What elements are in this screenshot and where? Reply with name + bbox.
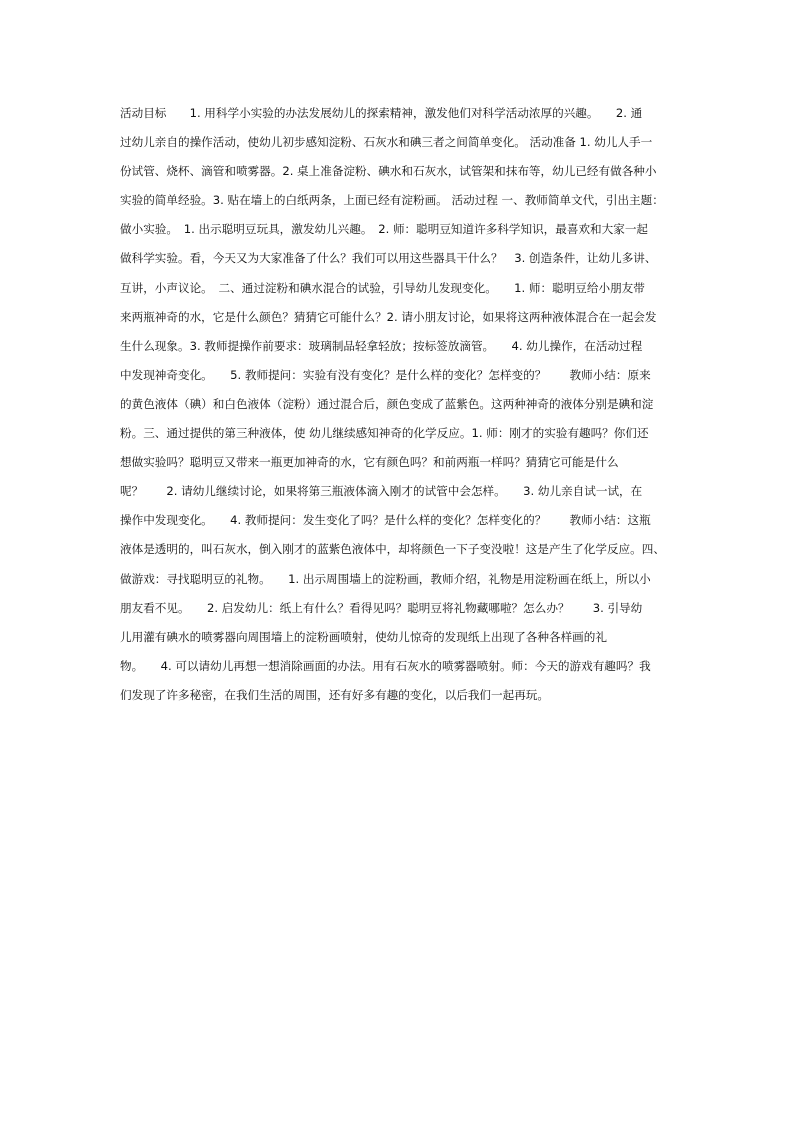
text-line: 物。 4. 可以请幼儿再想一想消除画面的办法。用有石灰水的喷雾器喷射。师：今天的游戏有趣吗？我 <box>120 658 651 673</box>
text-line: 生什么现象。3. 教师提操作前要求：玻璃制品轻拿轻放；按标签放滴管。 4. 幼儿操作，在活动过程 <box>120 338 643 353</box>
text-line: 朋友看不见。 2. 启发幼儿：纸上有什么？看得见吗？聪明豆将礼物藏哪啦？怎么办？ 3. 引导幼 <box>120 600 643 615</box>
lesson-plan-text <box>120 99 676 710</box>
text-line: 粉。三、通过提供的第三种液体，使 幼儿继续感知神奇的化学反应。1. 师：刚才的实验有趣吗？你们还 <box>120 426 649 441</box>
text-line: 们发现了许多秘密，在我们生活的周围，还有好多有趣的变化，以后我们一起再玩。 <box>120 687 549 702</box>
text-line: 做游戏：寻找聪明豆的礼物。 1. 出示周围墙上的淀粉画，教师介绍，礼物是用淀粉画在纸上，所以小 <box>120 571 651 586</box>
text-line: 份试管、烧杯、滴管和喷雾器。2. 桌上准备淀粉、碘水和石灰水，试管架和抹布等，幼儿已经有做各种小 <box>120 164 657 179</box>
text-line: 的黄色液体（碘）和白色液体（淀粉）通过混合后，颜色变成了蓝紫色。这两种神奇的液体分别是碘和淀 <box>120 396 654 411</box>
text-line: 想做实验吗？聪明豆又带来一瓶更加神奇的水，它有颜色吗？和前两瓶一样吗？猜猜它可能是什么 <box>120 455 619 470</box>
text-line: 做小实验。 1. 出示聪明豆玩具，激发幼儿兴趣。 2. 师：聪明豆知道许多科学知识，最喜欢和大家一起 <box>120 222 649 237</box>
text-line: 呢？ 2. 请幼儿继续讨论，如果将第三瓶液体滴入刚才的试管中会怎样。 3. 幼儿亲自试一试，在 <box>120 484 643 499</box>
text-line: 做科学实验。看，今天又为大家准备了什么？我们可以用这些器具干什么？ 3. 创造条件，让幼儿多讲、 <box>120 251 657 266</box>
text-line: 过幼儿亲自的操作活动，使幼儿初步感知淀粉、石灰水和碘三者之间简单变化。 活动准备 1. 幼儿人手一 <box>120 135 653 150</box>
text-line: 操作中发现变化。 4. 教师提问：发生变化了吗？是什么样的变化？怎样变化的？ 教师小结：这瓶 <box>120 513 651 528</box>
text-line: 中发现神奇变化。 5. 教师提问：实验有没有变化？是什么样的变化？怎样变的？ 教师小结：原来 <box>120 367 651 382</box>
text-line: 液体是透明的，叫石灰水，倒入刚才的蓝紫色液体中，却将颜色一下子变没啦！这是产生了化学反应。四、 <box>120 542 665 557</box>
text-line: 来两瓶神奇的水，它是什么颜色？猜猜它可能什么？2. 请小朋友讨论，如果将这两种液体混合在一起会发 <box>120 309 657 324</box>
text-line: 活动目标 1. 用科学小实验的办法发展幼儿的探索精神，激发他们对科学活动浓厚的兴趣。 2. 通 <box>120 106 643 120</box>
text-line: 实验的简单经验。3. 贴在墙上的白纸两条，上面已经有淀粉画。 活动过程 一、教师简单文代，引出主题： <box>120 193 664 208</box>
text-line: 儿用灌有碘水的喷雾器向周围墙上的淀粉画喷射，使幼儿惊奇的发现纸上出现了各种各样画的礼 <box>120 629 607 644</box>
text-line: 互讲，小声议论。 二、通过淀粉和碘水混合的试验，引导幼儿发现变化。 1. 师：聪明豆给小朋友带 <box>120 280 645 295</box>
